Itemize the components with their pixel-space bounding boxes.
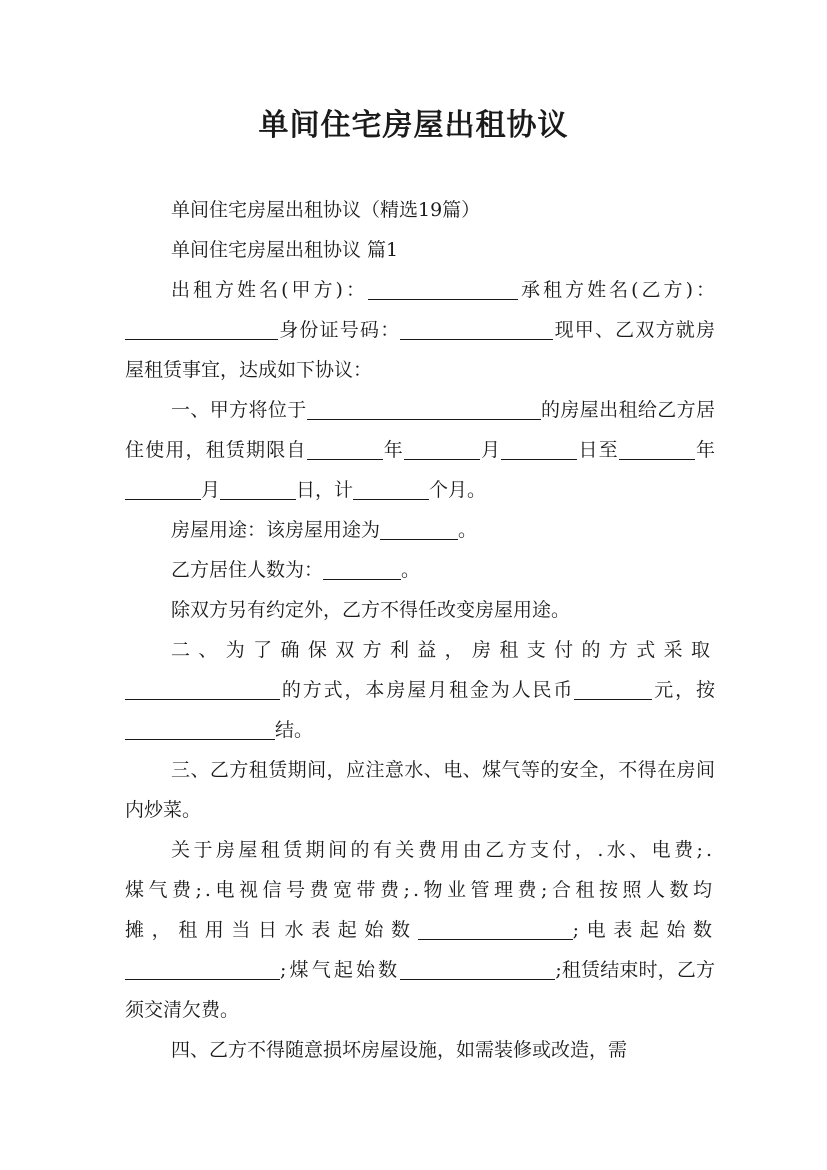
start-day-label: 日至 — [577, 439, 619, 461]
settlement-period-blank — [125, 715, 275, 740]
section-heading-text: 单间住宅房屋出租协议 篇1 — [171, 239, 399, 261]
monthly-rent-blank — [574, 675, 652, 700]
subtitle-text: 单间住宅房屋出租协议（精选19篇） — [171, 199, 481, 221]
paragraph-fees — [125, 830, 715, 1030]
paragraph-usage — [125, 510, 715, 550]
agreement-intro-text: 现甲、乙双方就房屋租赁事宜，达成如下协议： — [125, 319, 715, 381]
clause-1-intro: 一、甲方将位于 — [171, 399, 307, 421]
start-month-label: 月 — [479, 439, 502, 461]
clause-2-intro: 二、为了确保双方利益，房租支付的方式采取 — [171, 639, 715, 661]
document-body — [125, 190, 715, 1070]
total-months-label: 个月。 — [429, 479, 487, 501]
end-year-blank — [619, 435, 695, 460]
electric-meter-label: ;电表起始数 — [572, 919, 715, 941]
paragraph-clause-4 — [125, 1030, 715, 1070]
clause-4-text: 四、乙方不得随意损坏房屋设施，如需装修或改造，需 — [171, 1039, 628, 1061]
section-heading — [125, 230, 715, 270]
clause-3-text: 三、乙方租赁期间，应注意水、电、煤气等的安全，不得在房间内炒菜。 — [125, 759, 715, 821]
lessee-name-label: 承租方姓名(乙方)： — [518, 279, 715, 301]
fees-text: 关于房屋租赁期间的有关费用由乙方支付，.水、电费;.煤气费;.电视信号费宽带费;.物业管理费;合租按照人数均摊，租用当日水表起始数 — [125, 839, 715, 941]
paragraph-occupants — [125, 550, 715, 590]
occupants-end: 。 — [401, 559, 421, 581]
rent-unit-label: 元，按 — [652, 679, 715, 701]
lessor-name-blank — [368, 275, 518, 300]
total-months-blank — [353, 475, 429, 500]
end-month-label: 月 — [201, 479, 221, 501]
start-year-blank — [307, 435, 383, 460]
paragraph-parties — [125, 270, 715, 390]
id-number-label: 身份证号码： — [278, 319, 401, 341]
start-day-blank — [501, 435, 577, 460]
gas-meter-blank — [400, 955, 555, 980]
monthly-rent-label: 的方式，本房屋月租金为人民币 — [280, 679, 575, 701]
usage-end: 。 — [458, 519, 478, 541]
gas-meter-label: ;煤气起始数 — [280, 959, 401, 981]
end-year-label: 年 — [694, 439, 715, 461]
document-title: 单间住宅房屋出租协议 — [258, 108, 569, 143]
lessor-name-label: 出租方姓名(甲方)： — [171, 279, 368, 301]
end-month-blank — [125, 475, 201, 500]
water-meter-blank — [418, 915, 573, 940]
id-number-blank — [400, 315, 553, 340]
end-day-blank — [220, 475, 296, 500]
paragraph-no-change — [125, 590, 715, 630]
settlement-end: 结。 — [275, 719, 314, 741]
clause-1-text: 的房屋出租给乙方居住使用，租赁期限自 — [125, 399, 715, 461]
lessee-name-blank — [125, 315, 278, 340]
paragraph-clause-1 — [125, 390, 715, 510]
property-location-blank — [307, 395, 541, 420]
payment-method-blank — [125, 675, 280, 700]
subtitle-line — [125, 190, 715, 230]
no-change-text: 除双方另有约定外，乙方不得任改变房屋用途。 — [171, 599, 571, 621]
start-month-blank — [404, 435, 480, 460]
paragraph-clause-2 — [125, 630, 715, 750]
electric-meter-blank — [125, 955, 280, 980]
usage-label: 房屋用途：该房屋用途为 — [171, 519, 381, 541]
occupants-label: 乙方居住人数为： — [171, 559, 324, 581]
paragraph-clause-3 — [125, 750, 715, 830]
occupants-blank — [323, 555, 401, 580]
usage-blank — [380, 515, 458, 540]
end-day-label: 日，计 — [296, 479, 354, 501]
fees-end-text: ;租赁结束时，乙方须交清欠费。 — [125, 959, 715, 1021]
start-year-label: 年 — [382, 439, 404, 461]
